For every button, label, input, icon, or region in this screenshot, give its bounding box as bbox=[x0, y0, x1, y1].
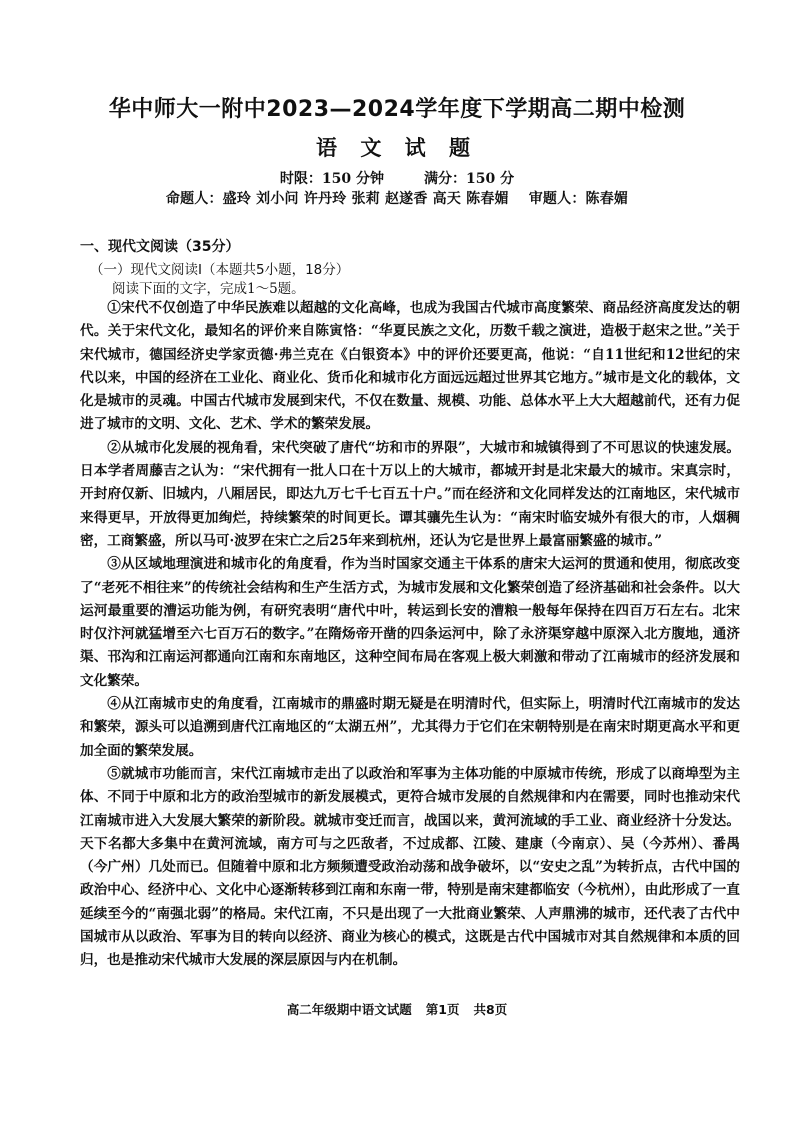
paragraph-2: ②从城市化发展的视角看，宋代突破了唐代“坊和市的界限”，大城市和城镇得到了不可思议的快速发展。日本学者周藤吉之认为：“宋代拥有一批人口在十万以上的大城市，都城开封是北宋最大的城市。宋真宗时，开封府仅新、旧城内，八厢居民，即达九万七千七百五十户。”而在经济和文化同样发达的江南地区，宋代城市来得更早，开放得更加绚烂，持续繁荣的时间更长。谭其骧先生认为：“南宋时临安城外有很大的市，人烟稠密，工商繁盛，所以马可·波罗在宋亡之后25年来到杭州，还认为它是世界上最富丽繁盛的城市。” bbox=[80, 439, 740, 549]
question-authors: 命题人：盛玲 刘小问 许丹玲 张莉 赵遂香 高天 陈春媚 bbox=[165, 191, 509, 207]
paragraph-1: ①宋代不仅创造了中华民族难以超越的文化高峰，也成为我国古代城市高度繁荣、商品经济高度发达的朝代。关于宋代文化，最知名的评价来自陈寅恪：“华夏民族之文化，历数千载之演进，造极于赵宋之世。”关于宋代城市，德国经济史学家贡德·弗兰克在《白银资本》中的评价还要更高，他说：“自11世纪和12世纪的宋代以来，中国的经济在工业化、商业化、货币化和城市化方面远远超过世界其它地方。”城市是文化的载体，文化是城市的灵魂。中国古代城市发展到宋代，不仅在数量、规模、功能、总体水平上大大超越前代，还有力促进了城市的文明、文化、艺术、学术的繁荣发展。 bbox=[80, 300, 740, 433]
paragraph-3: ③从区域地理演进和城市化的角度看，作为当时国家交通主干体系的唐宋大运河的贯通和使用，彻底改变了“老死不相往来”的传统社会结构和生产生活方式，为城市发展和文化繁荣创造了经济基础和社会条件。以大运河最重要的漕运功能为例，有研究表明“唐代中叶，转运到长安的漕粮一般每年保持在四百万石左右。北宋时仅汴河就猛增至六七百万石的数字。”在隋炀帝开凿的四条运河中，除了永济渠穿越中原深入北方腹地，通济渠、邗沟和江南运河都通向江南和东南地区，这种空间布局在客观上极大刺激和带动了江南城市的经济发展和文化繁荣。 bbox=[80, 556, 740, 689]
full-score: 满分：150 分 bbox=[424, 171, 515, 187]
reading-passage bbox=[80, 297, 740, 973]
footer-total-pages: 共8页 bbox=[473, 1002, 508, 1017]
exam-authors-line bbox=[0, 188, 794, 208]
section-heading: 一、现代文阅读（35分） bbox=[80, 239, 240, 255]
reading-instruction: 阅读下面的文字，完成1～5题。 bbox=[112, 281, 305, 297]
page-footer bbox=[0, 1000, 794, 1018]
paragraph-4: ④从江南城市史的角度看，江南城市的鼎盛时期无疑是在明清时代，但实际上，明清时代江南城市的发达和繁荣，源头可以追溯到唐代江南地区的“太湖五州”，尤其得力于它们在宋朝特别是在南宋时期更高水平和更加全面的繁荣发展。 bbox=[80, 696, 740, 759]
exam-subject: 语 文 试 题 bbox=[316, 136, 478, 160]
footer-page-number: 第1页 bbox=[425, 1002, 460, 1017]
time-limit: 时限：150 分钟 bbox=[279, 171, 384, 187]
subsection-heading: （一）现代文阅读Ⅰ（本题共5小题，18分） bbox=[90, 262, 350, 278]
exam-meta bbox=[0, 168, 794, 188]
reviewer: 审题人：陈春媚 bbox=[528, 191, 629, 207]
exam-title: 华中师大一附中2023—2024学年度下学期高二期中检测 bbox=[108, 97, 686, 122]
footer-exam-name: 高二年级期中语文试题 bbox=[286, 1002, 412, 1017]
paragraph-5: ⑤就城市功能而言，宋代江南城市走出了以政治和军事为主体功能的中原城市传统，形成了以商埠型为主体、不同于中原和北方的政治型城市的新发展模式，更符合城市发展的自然规律和内在需要，同时也推动宋代江南城市进入大发展大繁荣的新阶段。就城市变迁而言，战国以来，黄河流域的手工业、商业经济十分发达。天下名都大多集中在黄河流域，南方可与之匹敌者，不过成都、江陵、建康（今南京）、吴（今苏州）、番禺（今广州）几处而已。但随着中原和北方频频遭受政治动荡和战争破坏，以“安史之乱”为转折点，古代中国的政治中心、经济中心、文化中心逐渐转移到江南和东南一带，特别是南宋建都临安（今杭州），由此形成了一直延续至今的“南强北弱”的格局。宋代江南，不只是出现了一大批商业繁荣、人声鼎沸的城市，还代表了古代中国城市从以政治、军事为目的转向以经济、商业为核心的模式，这既是古代中国城市对其自然规律和本质的回归，也是推动宋代城市大发展的深层原因与内在机制。 bbox=[80, 765, 740, 969]
